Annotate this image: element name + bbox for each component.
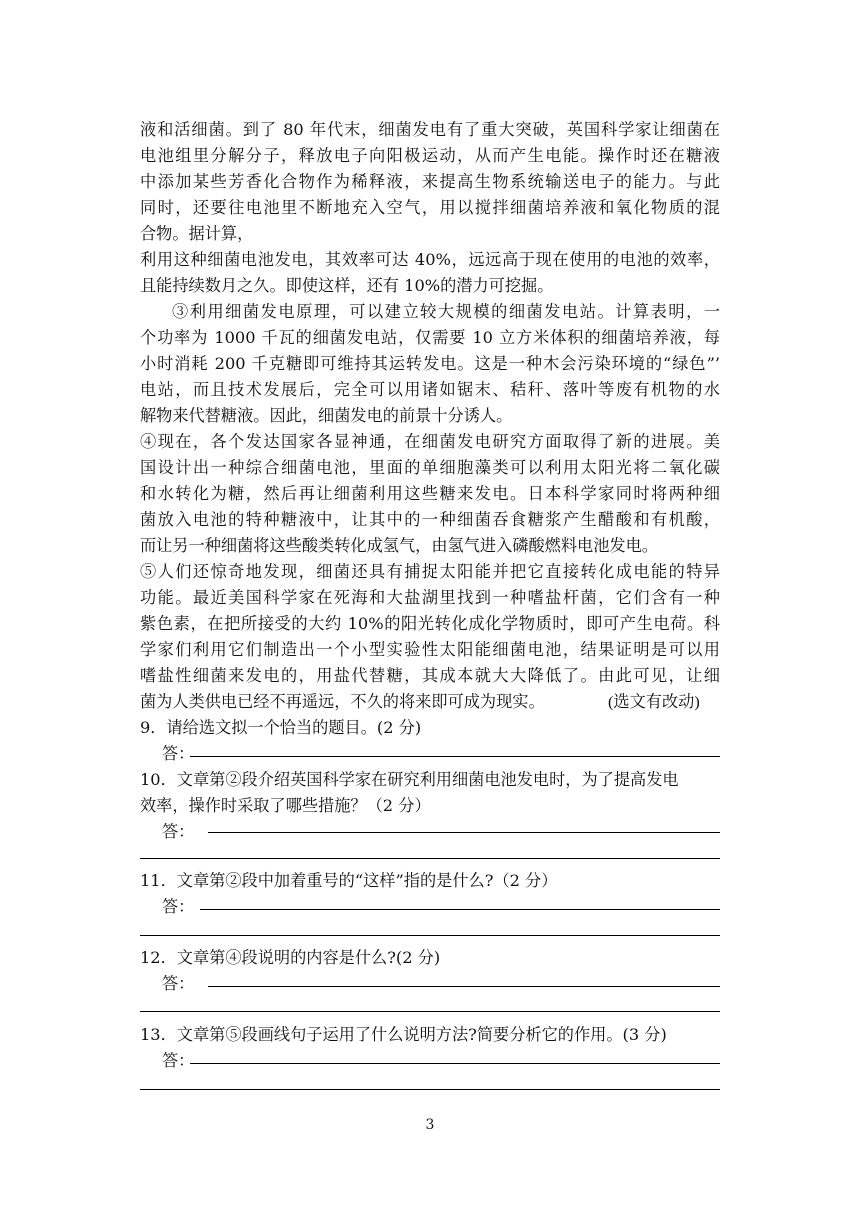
answer-line[interactable] [190, 1063, 720, 1064]
answer-line[interactable] [208, 832, 720, 833]
question-10-cont: 效率，操作时采取了哪些措施？（2 分） [140, 796, 431, 815]
passage-line: 中添加某些芳香化合物作为稀释液，来提高生物系统输送电子的能力。与此 [140, 172, 720, 191]
answer-line[interactable] [208, 986, 720, 987]
passage-line: 电站，而且技术发展后，完全可以用诸如锯末、秸秆、落叶等废有机物的水 [140, 380, 720, 399]
passage-line: 电池组里分解分子，释放电子向阳极运动，从而产生电能。操作时还在糖液 [140, 146, 720, 165]
answer-line[interactable] [190, 756, 720, 757]
answer-line[interactable] [140, 1011, 720, 1012]
passage-line: 个功率为 1000 千瓦的细菌发电站，仅需要 10 立方米体积的细菌培养液，每 [140, 328, 720, 347]
question-13: 13．文章第⑤段画线句子运用了什么说明方法?简要分析它的作用。(3 分) [140, 1025, 667, 1044]
passage-line: ④现在，各个发达国家各显神通，在细菌发电研究方面取得了新的进展。美 [140, 432, 720, 451]
passage-line: 国设计出一种综合细菌电池，里面的单细胞藻类可以利用太阳光将二氧化碳 [140, 458, 720, 477]
passage-line: 学家们利用它们制造出一个小型实验性太阳能细菌电池，结果证明是可以用 [140, 640, 720, 659]
passage-line: 而让另一种细菌将这些酸类转化成氢气，由氢气进入磷酸燃料电池发电。 [140, 536, 658, 555]
passage-line: 解物来代替糖液。因此，细菌发电的前景十分诱人。 [140, 406, 513, 425]
question-10: 10．文章第②段介绍英国科学家在研究利用细菌电池发电时，为了提高发电 [140, 770, 679, 789]
answer-label: 答： [162, 822, 195, 841]
answer-label: 答： [162, 897, 195, 916]
passage-line: ③利用细菌发电原理，可以建立较大规模的细菌发电站。计算表明，一 [172, 302, 720, 321]
answer-label: 答： [162, 974, 195, 993]
passage-line: 液和活细菌。到了 80 年代末，细菌发电有了重大突破，英国科学家让细菌在 [140, 120, 720, 139]
answer-line[interactable] [140, 935, 720, 936]
answer-line[interactable] [140, 858, 720, 859]
passage-line: 嗜盐性细菌来发电的，用盐代替糖，其成本就大大降低了。由此可见，让细 [140, 666, 720, 685]
passage-line: 紫色素，在把所接受的大约 10%的阳光转化成化学物质时，即可产生电荷。科 [140, 614, 720, 633]
passage-line: 菌为人类供电已经不再遥远，不久的将来即可成为现实。 [140, 692, 545, 711]
passage-line: 功能。最近美国科学家在死海和大盐湖里找到一种嗜盐杆菌，它们含有一种 [140, 588, 720, 607]
passage-line: 合物。据计算， [140, 224, 254, 243]
answer-line[interactable] [200, 909, 720, 910]
question-9: 9．请给选文拟一个恰当的题目。(2 分) [140, 718, 422, 737]
passage-line: 且能持续数月之久。即使这样，还有 10%的潜力可挖掘。 [140, 276, 554, 295]
passage-line: 利用这种细菌电池发电，其效率可达 40%，远远高于现在使用的电池的效率， [140, 250, 720, 269]
source-note: (选文有改动) [608, 693, 700, 711]
answer-line[interactable] [140, 1089, 720, 1090]
passage-line: 和水转化为糖，然后再让细菌利用这些糖来发电。日本科学家同时将两种细 [140, 484, 720, 503]
passage-line: 同时，还要往电池里不断地充入空气，用以搅拌细菌培养液和氧化物质的混 [140, 198, 720, 217]
question-11: 11．文章第②段中加着重号的“这样”指的是什么?（2 分） [140, 871, 558, 890]
question-12: 12．文章第④段说明的内容是什么?(2 分) [140, 948, 441, 967]
answer-label: 答： [162, 744, 195, 763]
passage-line: 菌放入电池的特种糖液中，让其中的一种细菌吞食糖浆产生醋酸和有机酸， [140, 510, 720, 529]
passage-line: ⑤人们还惊奇地发现，细菌还具有捕捉太阳能并把它直接转化成电能的特异 [140, 562, 720, 581]
page-number: 3 [425, 1117, 435, 1133]
answer-label: 答： [162, 1051, 195, 1070]
passage-line: 小时消耗 200 千克糖即可维持其运转发电。这是一种木会污染环境的“绿色”’ [140, 354, 720, 373]
